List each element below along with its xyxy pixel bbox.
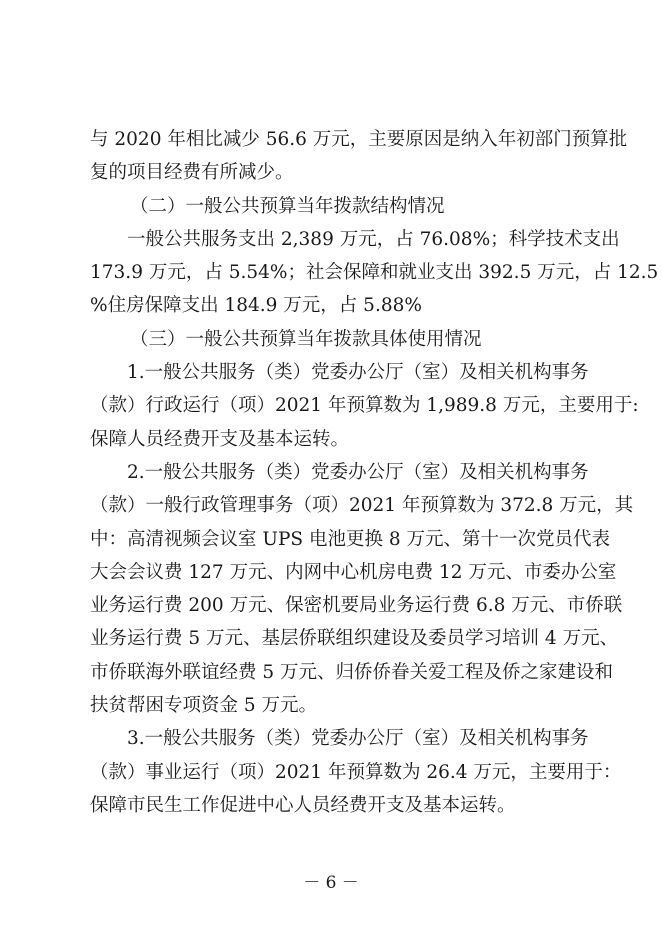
text-line: 中：高清视频会议室 UPS 电池更换 8 万元、第十一次党员代表 bbox=[90, 528, 611, 550]
text-line: 复的项目经费有所减少。 bbox=[90, 162, 294, 184]
text-line: （款）一般行政管理事务（项）2021 年预算数为 372.8 万元，其 bbox=[90, 495, 634, 517]
text-line: 保障市民生工作促进中心人员经费开支及基本运转。 bbox=[90, 794, 516, 816]
body-text bbox=[90, 123, 659, 822]
text-line: 保障人员经费开支及基本运转。 bbox=[90, 428, 350, 450]
text-line: 市侨联海外联谊经费 5 万元、归侨侨眷关爱工程及侨之家建设和 bbox=[90, 661, 614, 683]
text-line: 2.一般公共服务（类）党委办公厅（室）及相关机构事务 bbox=[127, 461, 589, 483]
text-line: 扶贫帮困专项资金 5 万元。 bbox=[90, 695, 318, 717]
text-line: %住房保障支出 184.9 万元，占 5.88% bbox=[90, 295, 422, 317]
text-line: 业务运行费 5 万元、基层侨联组织建设及委员学习培训 4 万元、 bbox=[90, 628, 619, 650]
section-heading: （二）一般公共预算当年拨款结构情况 bbox=[130, 195, 445, 217]
text-line: 业务运行费 200 万元、保密机要局业务运行费 6.8 万元、市侨联 bbox=[90, 595, 623, 617]
text-line: （款）事业运行（项）2021 年预算数为 26.4 万元，主要用于： bbox=[90, 761, 622, 783]
text-line: （款）行政运行（项）2021 年预算数为 1,989.8 万元，主要用于: bbox=[90, 395, 639, 417]
text-line: 3.一般公共服务（类）党委办公厅（室）及相关机构事务 bbox=[127, 728, 589, 750]
text-line: 大会会议费 127 万元、内网中心机房电费 12 万元、市委办公室 bbox=[90, 561, 617, 583]
page-number: － 6 － bbox=[303, 873, 359, 893]
text-line: 1.一般公共服务（类）党委办公厅（室）及相关机构事务 bbox=[127, 362, 589, 384]
text-line: 与 2020 年相比减少 56.6 万元，主要原因是纳入年初部门预算批 bbox=[90, 129, 628, 150]
section-heading: （三）一般公共预算当年拨款具体使用情况 bbox=[130, 328, 482, 350]
text-line: 一般公共服务支出 2,389 万元，占 76.08%；科学技术支出 bbox=[127, 228, 620, 250]
text-line: 173.9 万元，占 5.54%；社会保障和就业支出 392.5 万元，占 12.5 bbox=[90, 262, 659, 284]
